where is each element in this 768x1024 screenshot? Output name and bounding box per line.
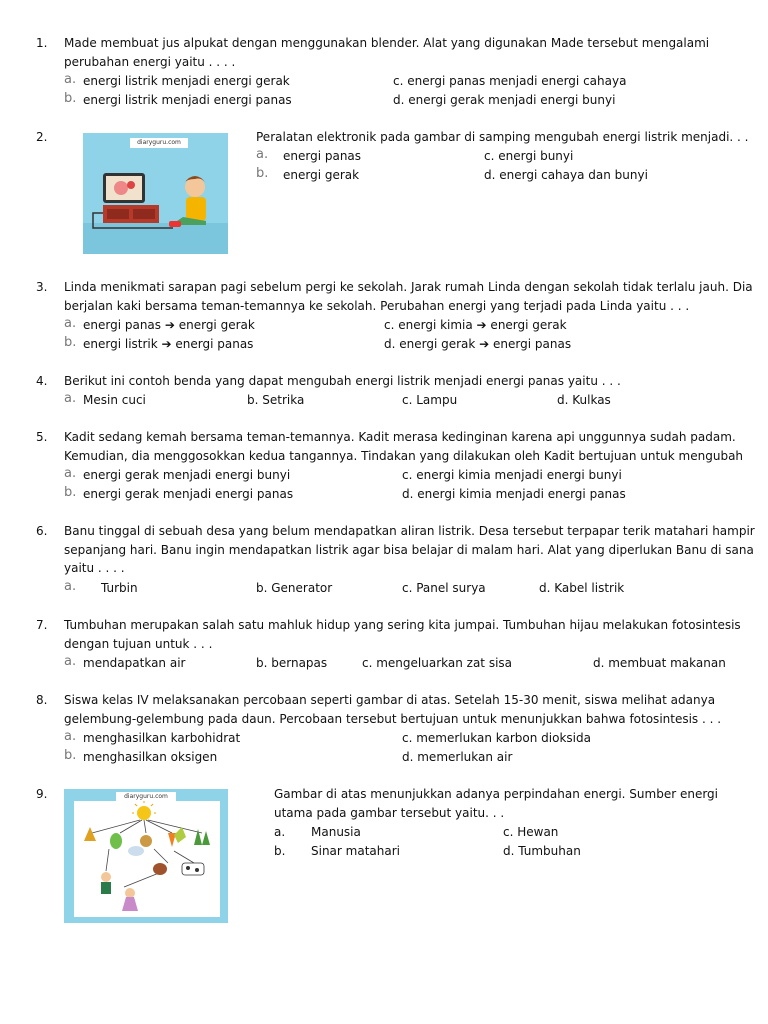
q4-option-a-letter: a. <box>64 391 77 406</box>
q8-option-a: menghasilkan karbohidrat <box>83 731 241 745</box>
q3-text-line1: Linda menikmati sarapan pagi sebelum pergi ke sekolah. Jarak rumah Linda dengan sekolah tidak terlalu jauh. Dia <box>64 280 753 294</box>
q1-option-b-letter: b. <box>64 91 77 106</box>
q6-option-a: Turbin <box>101 581 138 595</box>
q9-option-a-letter: a. <box>274 825 286 839</box>
q6-option-b: b. Generator <box>256 581 333 595</box>
q3-text-line2: berjalan kaki bersama teman-temannya ke sekolah. Perubahan energi yang terjadi pada Linda yaitu . . . <box>64 299 690 313</box>
q8-option-c: c. memerlukan karbon dioksida <box>402 731 591 745</box>
q9-option-b-letter: b. <box>274 844 286 858</box>
q6-option-a-letter: a. <box>64 579 77 594</box>
q5-text-line1: Kadit sedang kemah bersama teman-temannya. Kadit merasa kedinginan karena api unggunnya sudah padam. <box>64 430 736 444</box>
q7-text-line1: Tumbuhan merupakan salah satu mahluk hidup yang sering kita jumpai. Tumbuhan hijau melakukan fotosintesis <box>64 618 741 632</box>
q6-text-line3: yaitu . . . . <box>64 561 125 575</box>
q4-option-c: c. Lampu <box>402 393 458 407</box>
image-caption: diaryguru.com <box>130 138 188 148</box>
q1-option-a-letter: a. <box>64 72 77 87</box>
q3-option-a: energi panas ➔ energi gerak <box>83 318 255 332</box>
q3-option-b: energi listrik ➔ energi panas <box>83 337 254 351</box>
q9-text-line2: utama pada gambar tersebut yaitu. . . <box>274 806 505 820</box>
q4-option-b: b. Setrika <box>247 393 305 407</box>
q4-text-line1: Berikut ini contoh benda yang dapat mengubah energi listrik menjadi energi panas yaitu . . . <box>64 374 621 388</box>
q1-option-a: energi listrik menjadi energi gerak <box>83 74 290 88</box>
q8-option-d: d. memerlukan air <box>402 750 513 764</box>
food-chain-image <box>64 789 228 923</box>
q3-option-b-letter: b. <box>64 335 77 350</box>
q6-number: 6. <box>36 524 48 538</box>
q8-option-b-letter: b. <box>64 748 77 763</box>
q7-option-a-letter: a. <box>64 654 77 669</box>
q3-number: 3. <box>36 280 48 294</box>
q4-option-d: d. Kulkas <box>557 393 611 407</box>
q7-option-c: c. mengeluarkan zat sisa <box>362 656 513 670</box>
q9-number: 9. <box>36 787 48 801</box>
q9-text-line1: Gambar di atas menunjukkan adanya perpindahan energi. Sumber energi <box>274 787 719 801</box>
q6-text-line1: Banu tinggal di sebuah desa yang belum mendapatkan aliran listrik. Desa tersebut terpapar terik matahari hampir <box>64 524 755 538</box>
tv-scene-image <box>83 133 228 254</box>
q7-option-b: b. bernapas <box>256 656 328 670</box>
q9-option-d: d. Tumbuhan <box>503 844 581 858</box>
image-caption: diaryguru.com <box>116 792 176 801</box>
q3-option-a-letter: a. <box>64 316 77 331</box>
q2-option-b: energi gerak <box>283 168 360 182</box>
q3-option-d: d. energi gerak ➔ energi panas <box>384 337 572 351</box>
q6-option-c: c. Panel surya <box>402 581 486 595</box>
child-watching-tv-illustration <box>83 133 228 254</box>
q5-option-c: c. energi kimia menjadi energi bunyi <box>402 468 622 482</box>
q6-text-line2: sepanjang hari. Banu ingin mendapatkan listrik agar bisa belajar di malam hari. Alat yang diperlukan Banu di sana <box>64 543 754 557</box>
q7-text-line2: dengan tujuan untuk . . . <box>64 637 213 651</box>
q8-option-a-letter: a. <box>64 729 77 744</box>
q9-option-c: c. Hewan <box>503 825 559 839</box>
q7-option-a: mendapatkan air <box>83 656 186 670</box>
q2-option-a-letter: a. <box>256 147 269 162</box>
q5-option-b: energi gerak menjadi energi panas <box>83 487 294 501</box>
q5-text-line2: Kemudian, dia menggosokkan kedua tangannya. Tindakan yang dilakukan oleh Kadit bertujuan untuk mengubah <box>64 449 744 463</box>
q2-number: 2. <box>36 130 48 144</box>
q8-number: 8. <box>36 693 48 707</box>
q7-number: 7. <box>36 618 48 632</box>
q1-text-line1: Made membuat jus alpukat dengan menggunakan blender. Alat yang digunakan Made tersebut mengalami <box>64 36 710 50</box>
q9-option-a: Manusia <box>311 825 361 839</box>
q1-option-b: energi listrik menjadi energi panas <box>83 93 292 107</box>
q2-option-d: d. energi cahaya dan bunyi <box>484 168 648 182</box>
q9-option-b: Sinar matahari <box>311 844 400 858</box>
q1-number: 1. <box>36 36 48 50</box>
q5-option-a: energi gerak menjadi energi bunyi <box>83 468 291 482</box>
q1-option-c: c. energi panas menjadi energi cahaya <box>393 74 627 88</box>
q5-option-d: d. energi kimia menjadi energi panas <box>402 487 626 501</box>
q4-option-a: Mesin cuci <box>83 393 146 407</box>
energy-transfer-illustration <box>64 789 228 923</box>
q5-option-b-letter: b. <box>64 485 77 500</box>
q2-option-c: c. energi bunyi <box>484 149 574 163</box>
q2-option-b-letter: b. <box>256 166 269 181</box>
q8-text-line1: Siswa kelas IV melaksanakan percobaan seperti gambar di atas. Setelah 15-30 menit, siswa melihat adanya <box>64 693 716 707</box>
q3-option-c: c. energi kimia ➔ energi gerak <box>384 318 567 332</box>
q1-option-d: d. energi gerak menjadi energi bunyi <box>393 93 616 107</box>
q2-option-a: energi panas <box>283 149 362 163</box>
q5-number: 5. <box>36 430 48 444</box>
q4-number: 4. <box>36 374 48 388</box>
q2-text-line1: Peralatan elektronik pada gambar di samping mengubah energi listrik menjadi. . . <box>256 130 749 144</box>
q8-text-line2: gelembung-gelembung pada daun. Percobaan tersebut bertujuan untuk menunjukkan bahwa fotosintesis . . . <box>64 712 722 726</box>
q6-option-d: d. Kabel listrik <box>539 581 625 595</box>
q7-option-d: d. membuat makanan <box>593 656 726 670</box>
q1-text-line2: perubahan energi yaitu . . . . <box>64 55 236 69</box>
q8-option-b: menghasilkan oksigen <box>83 750 218 764</box>
q5-option-a-letter: a. <box>64 466 77 481</box>
